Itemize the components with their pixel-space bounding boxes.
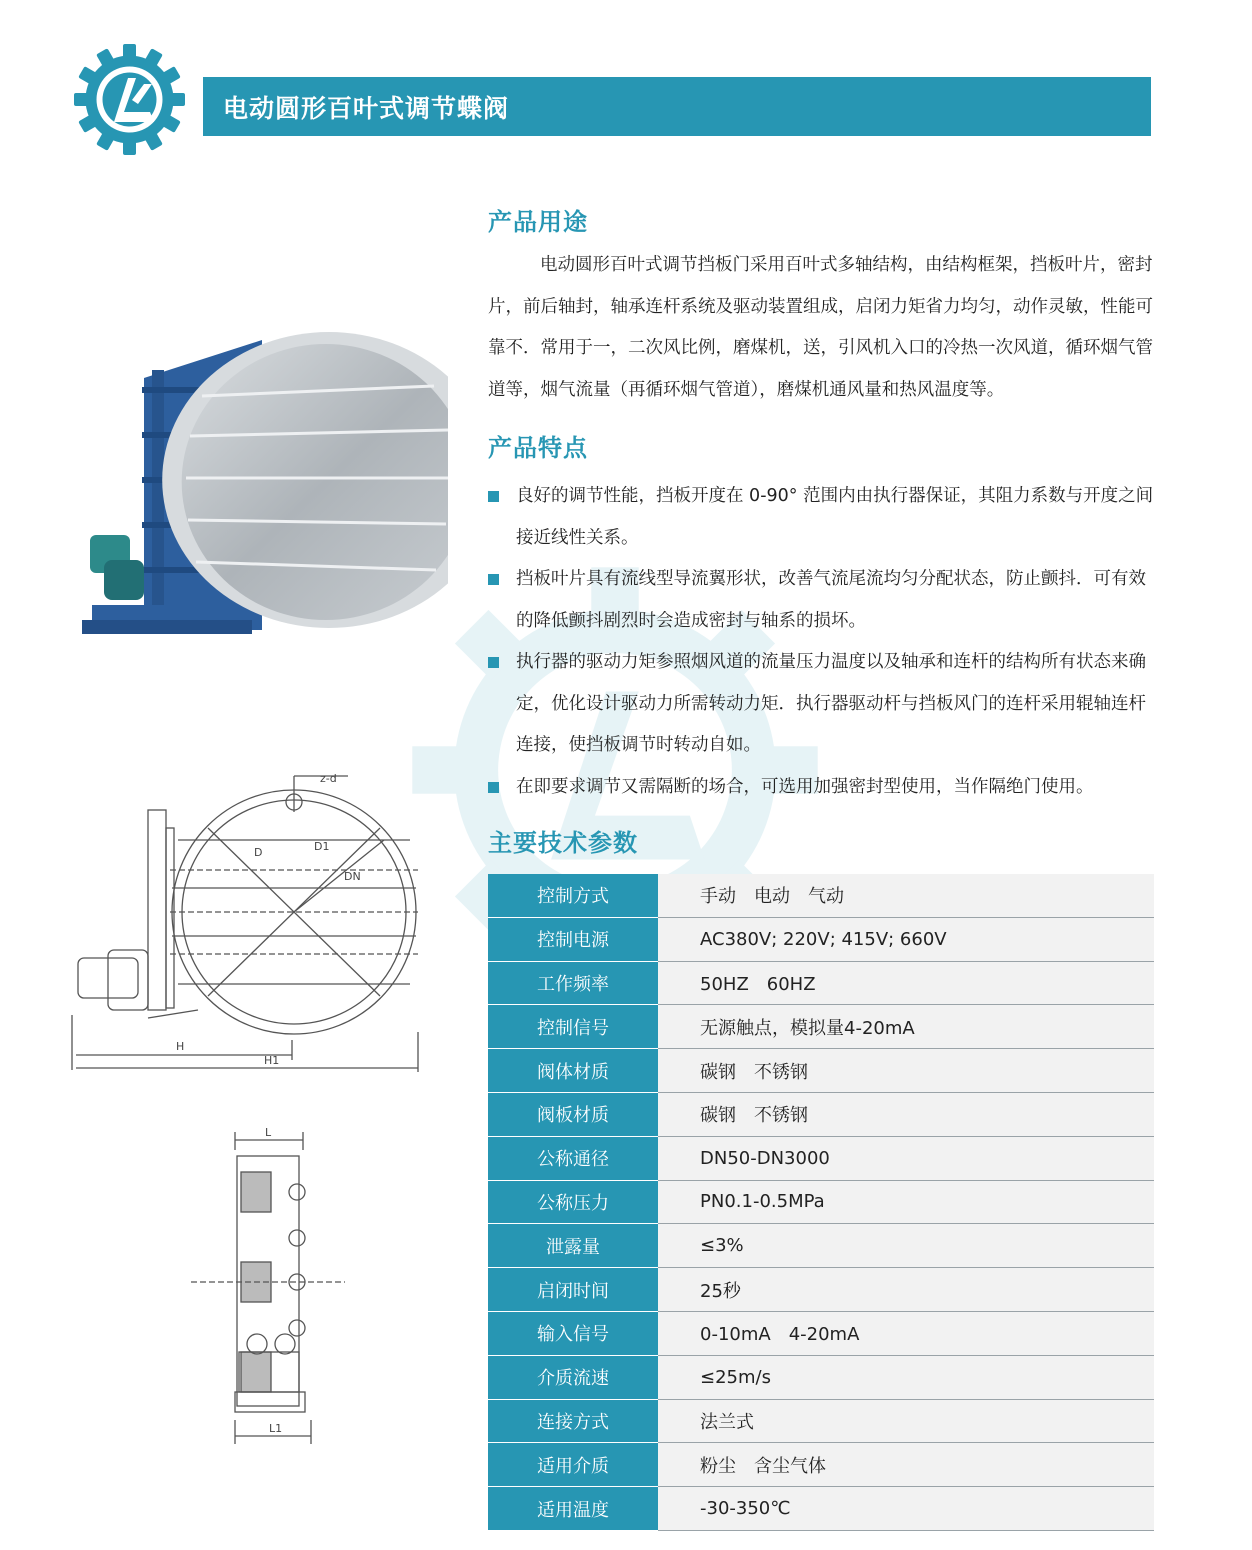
spec-value: 0-10mA 4-20mA — [658, 1311, 1154, 1355]
feature-item: 在即要求调节又需隔断的场合，可选用加强密封型使用，当作隔绝门使用。 — [488, 767, 1160, 809]
feature-item: 挡板叶片具有流线型导流翼形状，改善气流尾流均匀分配状态，防止颤抖．可有效的降低颤抖剧烈时会造成密封与轴系的损坏。 — [488, 559, 1160, 642]
features-list — [488, 476, 1160, 808]
table-row — [488, 1443, 1154, 1487]
usage-paragraph — [488, 245, 1156, 411]
spec-label: 阀体材质 — [488, 1049, 658, 1093]
table-row — [488, 917, 1154, 961]
table-row — [488, 1268, 1154, 1312]
spec-label: 控制信号 — [488, 1005, 658, 1049]
table-row — [488, 1399, 1154, 1443]
spec-value: 手动 电动 气动 — [658, 874, 1154, 917]
spec-value: PN0.1-0.5MPa — [658, 1180, 1154, 1224]
spec-label: 泄露量 — [488, 1224, 658, 1268]
side-view-drawing — [185, 1120, 350, 1455]
table-row — [488, 1311, 1154, 1355]
spec-value: DN50-DN3000 — [658, 1136, 1154, 1180]
spec-label: 公称通径 — [488, 1136, 658, 1180]
table-row — [488, 1180, 1154, 1224]
spec-value: AC380V; 220V; 415V; 660V — [658, 917, 1154, 961]
spec-label: 公称压力 — [488, 1180, 658, 1224]
table-row — [488, 1092, 1154, 1136]
label-d: D — [254, 846, 263, 859]
spec-label: 连接方式 — [488, 1399, 658, 1443]
feature-item: 执行器的驱动力矩参照烟风道的流量压力温度以及轴承和连杆的结构所有状态来确定，优化设计驱动力所需转动力矩．执行器驱动杆与挡板风门的连杆采用辊轴连杆连接，使挡板调节时转动自如。 — [488, 642, 1160, 767]
spec-label: 适用温度 — [488, 1487, 658, 1531]
label-d1: D1 — [314, 840, 330, 853]
label-dn: DN — [344, 870, 361, 883]
spec-value: 法兰式 — [658, 1399, 1154, 1443]
spec-value: 粉尘 含尘气体 — [658, 1443, 1154, 1487]
spec-label: 启闭时间 — [488, 1268, 658, 1312]
title-bar — [203, 77, 1151, 136]
spec-label: 输入信号 — [488, 1311, 658, 1355]
table-row — [488, 961, 1154, 1005]
table-row — [488, 1005, 1154, 1049]
feature-item: 良好的调节性能，挡板开度在 0-90° 范围内由执行器保证，其阻力系数与开度之间接近线性关系。 — [488, 476, 1160, 559]
table-row — [488, 874, 1154, 917]
label-h: H — [176, 1040, 185, 1053]
spec-value: 50HZ 60HZ — [658, 961, 1154, 1005]
spec-label: 适用介质 — [488, 1443, 658, 1487]
spec-value: -30-350℃ — [658, 1487, 1154, 1531]
table-row — [488, 1224, 1154, 1268]
table-row — [488, 1355, 1154, 1399]
spec-value: ≤3% — [658, 1224, 1154, 1268]
specs-heading: 主要技术参数 — [488, 829, 638, 857]
front-view-drawing — [68, 770, 438, 1075]
spec-table — [488, 874, 1154, 1531]
spec-label: 介质流速 — [488, 1355, 658, 1399]
usage-heading: 产品用途 — [488, 208, 588, 236]
spec-value: 碳钢 不锈钢 — [658, 1049, 1154, 1093]
spec-value: 碳钢 不锈钢 — [658, 1092, 1154, 1136]
table-row — [488, 1049, 1154, 1093]
page-title: 电动圆形百叶式调节蝶阀 — [223, 94, 510, 123]
label-l1: L1 — [269, 1422, 283, 1435]
table-row — [488, 1487, 1154, 1531]
spec-label: 工作频率 — [488, 961, 658, 1005]
label-zd: z-d — [320, 772, 337, 785]
features-heading: 产品特点 — [488, 434, 588, 462]
usage-text: 电动圆形百叶式调节挡板门采用百叶式多轴结构，由结构框架，挡板叶片，密封片，前后轴封，轴承连杆系统及驱动装置组成，启闭力矩省力均匀，动作灵敏，性能可靠不．常用于一，二次风比例，磨煤机，送，引风机入口的冷热一次风道，循环烟气管道等，烟气流量（再循环烟气管道），磨煤机通风量和热风温度等。 — [488, 255, 1153, 400]
spec-label: 阀板材质 — [488, 1092, 658, 1136]
table-row — [488, 1136, 1154, 1180]
valve-product-photo — [82, 330, 448, 640]
spec-value: ≤25m/s — [658, 1355, 1154, 1399]
label-h1: H1 — [264, 1054, 280, 1067]
label-l: L — [265, 1126, 272, 1139]
spec-value: 无源触点，模拟量4-20mA — [658, 1005, 1154, 1049]
spec-label: 控制电源 — [488, 917, 658, 961]
spec-label: 控制方式 — [488, 874, 658, 917]
company-logo — [72, 42, 187, 157]
spec-value: 25秒 — [658, 1268, 1154, 1312]
